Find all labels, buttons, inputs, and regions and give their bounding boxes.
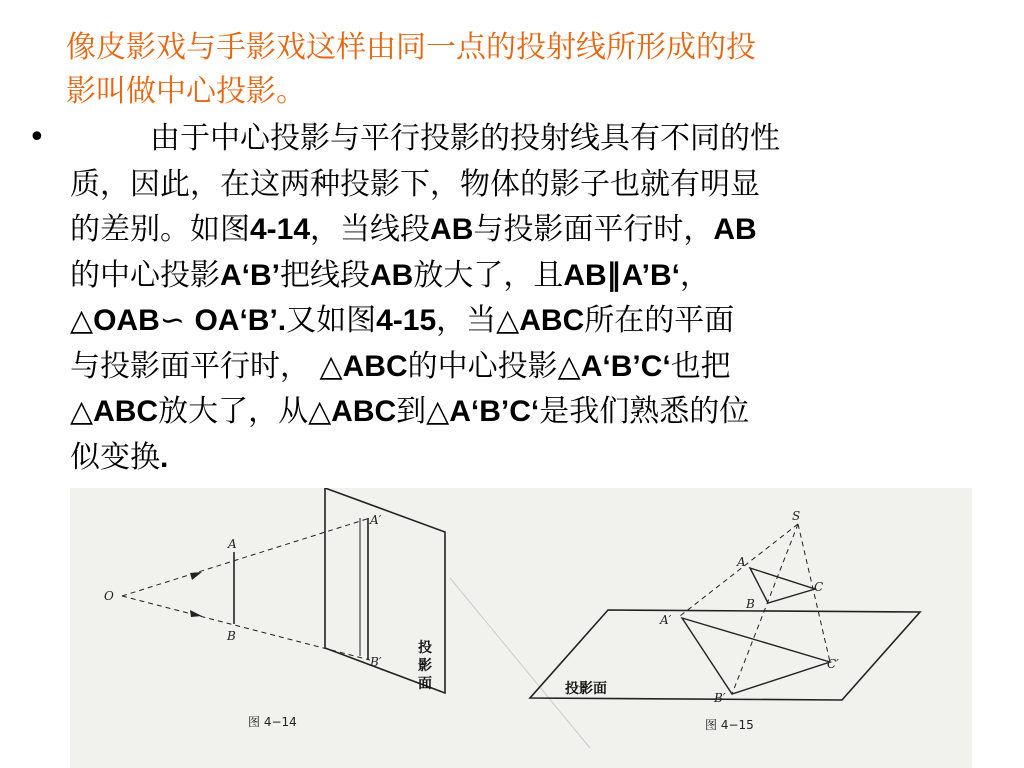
figure-4-14 bbox=[122, 488, 590, 748]
segment-label: AB bbox=[370, 258, 414, 292]
text: 又如图 bbox=[286, 303, 377, 338]
triangle-label: OAB bbox=[93, 304, 160, 337]
paragraph-line bbox=[70, 116, 1000, 162]
figure-4-14-labels bbox=[104, 513, 432, 729]
point-B2-label: B′ bbox=[714, 691, 726, 705]
paragraph-line bbox=[70, 207, 1000, 253]
triangle-label: ABC bbox=[331, 395, 397, 428]
triangle-label: A‘B’C‘ bbox=[449, 395, 540, 428]
projection-line-to-B2 bbox=[122, 596, 370, 660]
figure-ref: 4-14 bbox=[250, 213, 311, 246]
segment-label: AB bbox=[713, 213, 757, 246]
text: 到△ bbox=[396, 394, 450, 429]
intro-definition bbox=[66, 26, 996, 114]
triangle-label: A‘B’C‘ bbox=[580, 349, 671, 383]
paragraph-line bbox=[70, 344, 1000, 390]
plane-label-char: 影 bbox=[418, 658, 432, 674]
figure-ref: 4-15 bbox=[376, 304, 437, 337]
point-A2-label: A′ bbox=[660, 613, 672, 627]
text: ，当△ bbox=[436, 303, 520, 338]
point-B2-label: B′ bbox=[370, 655, 382, 669]
intro-line-1: 像皮影戏与手影戏这样由同一点的投射线所形成的投 bbox=[66, 30, 756, 65]
text: . bbox=[277, 304, 287, 337]
intro-line-2: 影叫做中心投影。 bbox=[66, 74, 306, 109]
plane-label-char: 投 bbox=[418, 640, 432, 656]
plane-label-char: 面 bbox=[418, 676, 432, 692]
plane-label: 投影面 bbox=[565, 681, 607, 697]
text: 也把 bbox=[670, 348, 731, 384]
text: ，当线段 bbox=[310, 212, 431, 247]
parallel-relation: AB∥A’B‘ bbox=[563, 258, 681, 292]
arrow-lower bbox=[190, 610, 202, 617]
triangle-label: ABC bbox=[519, 304, 585, 337]
text: 的差别。如图 bbox=[70, 212, 250, 247]
triangle-label: OA‘B’ bbox=[194, 304, 278, 337]
triangle-ABC bbox=[750, 568, 815, 603]
bullet-marker: • bbox=[28, 120, 46, 155]
projection-line-to-B2 bbox=[732, 524, 798, 694]
text: 放大了，从△ bbox=[158, 394, 332, 429]
point-B-label: B bbox=[746, 597, 755, 611]
paragraph-line bbox=[70, 435, 1000, 481]
body-paragraph bbox=[70, 116, 1000, 480]
text: 把线段 bbox=[280, 257, 370, 293]
text: 与投影面平行时， bbox=[473, 212, 714, 247]
point-A-label: A bbox=[737, 555, 746, 569]
point-C-label: C bbox=[814, 580, 824, 594]
triangle-label: ABC bbox=[93, 395, 159, 428]
arrow-upper bbox=[190, 572, 202, 580]
point-A2-label: A′ bbox=[370, 513, 382, 527]
similar-symbol: ∽ bbox=[159, 303, 195, 338]
text: 的中心投影 bbox=[70, 257, 220, 293]
text: 似变换 bbox=[70, 439, 160, 475]
text: 所在的平面 bbox=[584, 303, 735, 338]
paragraph-line bbox=[70, 389, 1000, 435]
figure-svg bbox=[70, 488, 972, 768]
triangle-label: ABC bbox=[342, 349, 408, 383]
point-C2-label: C′ bbox=[827, 657, 839, 671]
text: △ bbox=[70, 303, 94, 338]
triangle-A2B2C2 bbox=[682, 618, 830, 694]
segment-label: A‘B’ bbox=[220, 258, 280, 292]
text: ， bbox=[680, 257, 711, 293]
point-O-label: O bbox=[104, 589, 114, 603]
figure-4-15 bbox=[530, 524, 920, 700]
text: 质，因此，在这两种投影下，物体的影子也就有明显 bbox=[70, 166, 760, 202]
figure-caption-4-15: 图 4−15 bbox=[705, 718, 754, 732]
text: 与投影面平行时， △ bbox=[70, 348, 343, 384]
point-S-label: S bbox=[792, 509, 801, 523]
text: . bbox=[160, 440, 169, 474]
segment-label: AB bbox=[430, 213, 474, 246]
text: 由于中心投影与平行投影的投射线具有不同的性 bbox=[150, 121, 780, 156]
point-B-label: B bbox=[227, 629, 236, 643]
projection-figure bbox=[70, 488, 972, 768]
point-A-label: A bbox=[228, 537, 237, 551]
projection-line-to-A2 bbox=[122, 518, 370, 596]
text: 是我们熟悉的位 bbox=[539, 394, 750, 429]
shadow-line bbox=[450, 578, 590, 748]
text: 放大了，且 bbox=[413, 257, 564, 293]
paragraph-line bbox=[70, 298, 1000, 344]
figure-caption-4-14: 图 4−14 bbox=[248, 715, 297, 729]
paragraph-line bbox=[70, 253, 1000, 299]
text: △ bbox=[70, 394, 94, 429]
text: 的中心投影△ bbox=[407, 348, 581, 384]
paragraph-line bbox=[70, 162, 1000, 208]
